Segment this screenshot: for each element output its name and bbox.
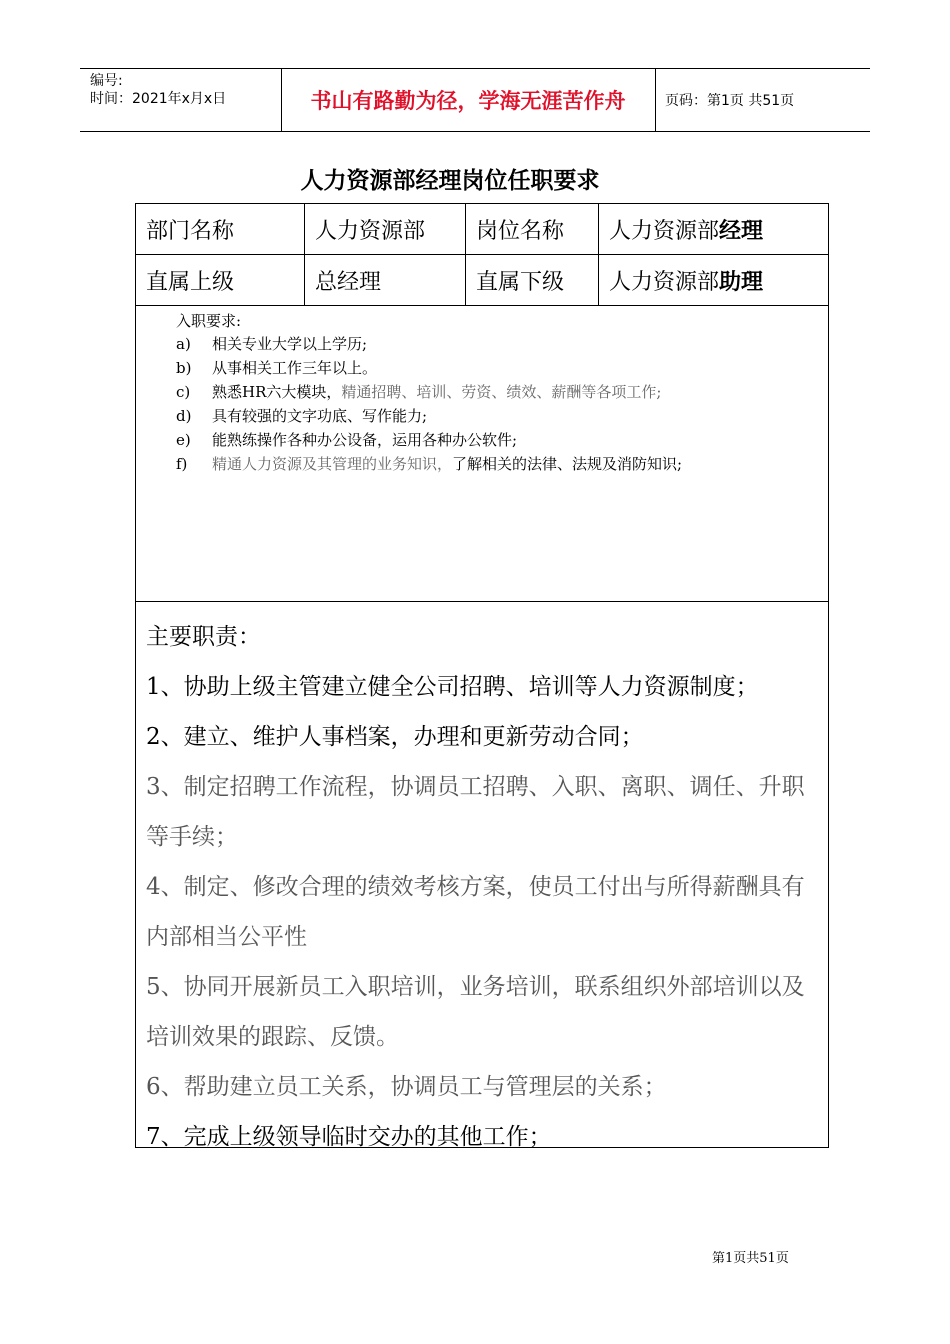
label-cell: 直属下级 xyxy=(465,255,598,305)
value-bold: 助理 xyxy=(719,268,764,295)
value-cell xyxy=(598,204,828,254)
info-row xyxy=(136,255,828,306)
list-item xyxy=(176,356,682,380)
item-label: f) xyxy=(176,455,188,473)
item-label: e) xyxy=(176,431,191,449)
list-item xyxy=(176,404,682,428)
list-item xyxy=(176,428,682,452)
item-text: 具有较强的文字功底、写作能力; xyxy=(212,407,428,425)
value-cell: 人力资源部 xyxy=(304,204,465,254)
duties-heading: 主要职责： xyxy=(146,624,261,650)
list-item xyxy=(176,332,682,356)
value-bold: 经理 xyxy=(719,217,764,244)
label-cell: 岗位名称 xyxy=(465,204,598,254)
label-cell: 直属上级 xyxy=(146,269,235,295)
divider xyxy=(655,69,656,131)
value-plain: 人力资源部 xyxy=(609,218,720,244)
list-item xyxy=(176,380,682,404)
motto: 书山有路勤为径，学海无涯苦作舟 xyxy=(310,89,626,113)
item-label: a) xyxy=(176,335,191,353)
value-cell xyxy=(598,255,828,305)
label-cell: 部门名称 xyxy=(146,218,235,244)
number-label: 编号: xyxy=(90,73,123,89)
item-text: 了解相关的法律、法规及消防知识; xyxy=(452,455,683,473)
value-plain: 人力资源部 xyxy=(609,269,720,295)
duty-item: 4、制定、修改合理的绩效考核方案，使员工付出与所得薪酬具有内部相当公平性 xyxy=(146,874,805,950)
item-text: 精通人力资源及其管理的业务知识， xyxy=(212,455,453,473)
requirements-list xyxy=(176,332,682,476)
item-label: c) xyxy=(176,383,191,401)
page-info: 页码：第1页 共51页 xyxy=(665,93,795,109)
item-text: 从事相关工作三年以上。 xyxy=(212,359,378,377)
requirements-heading: 入职要求: xyxy=(176,312,242,330)
item-text: 精通招聘、培训、劳资、绩效、薪酬等各项工作; xyxy=(341,383,662,401)
time-label: 时间：2021年x月x日 xyxy=(90,91,227,107)
item-label: b) xyxy=(176,359,192,377)
header-meta xyxy=(90,72,226,108)
item-label: d) xyxy=(176,407,192,425)
page-header xyxy=(80,68,870,132)
item-text: 熟悉HR六大模块， xyxy=(212,383,342,401)
requirements-section xyxy=(136,305,828,602)
duty-item: 5、协同开展新员工入职培训，业务培训，联系组织外部培训以及培训效果的跟踪、反馈。 xyxy=(146,974,805,1050)
job-requirements-table xyxy=(135,203,829,1148)
duty-item: 1、协助上级主管建立健全公司招聘、培训等人力资源制度； xyxy=(146,674,759,700)
value-cell: 总经理 xyxy=(304,255,465,305)
duty-item: 7、完成上级领导临时交办的其他工作； xyxy=(146,1124,552,1150)
list-item xyxy=(176,452,682,476)
duties-section xyxy=(146,612,822,1162)
item-text: 相关专业大学以上学历; xyxy=(212,335,368,353)
duty-item: 6、帮助建立员工关系，协调员工与管理层的关系； xyxy=(146,1074,667,1100)
duty-item: 3、制定招聘工作流程，协调员工招聘、入职、离职、调任、升职等手续； xyxy=(146,774,805,850)
info-row xyxy=(136,204,828,255)
duty-item: 2、建立、维护人事档案，办理和更新劳动合同； xyxy=(146,724,644,750)
document-title: 人力资源部经理岗位任职要求 xyxy=(300,167,600,194)
item-text: 能熟练操作各种办公设备，运用各种办公软件; xyxy=(212,431,518,449)
page-footer: 第1页共51页 xyxy=(712,1251,789,1266)
